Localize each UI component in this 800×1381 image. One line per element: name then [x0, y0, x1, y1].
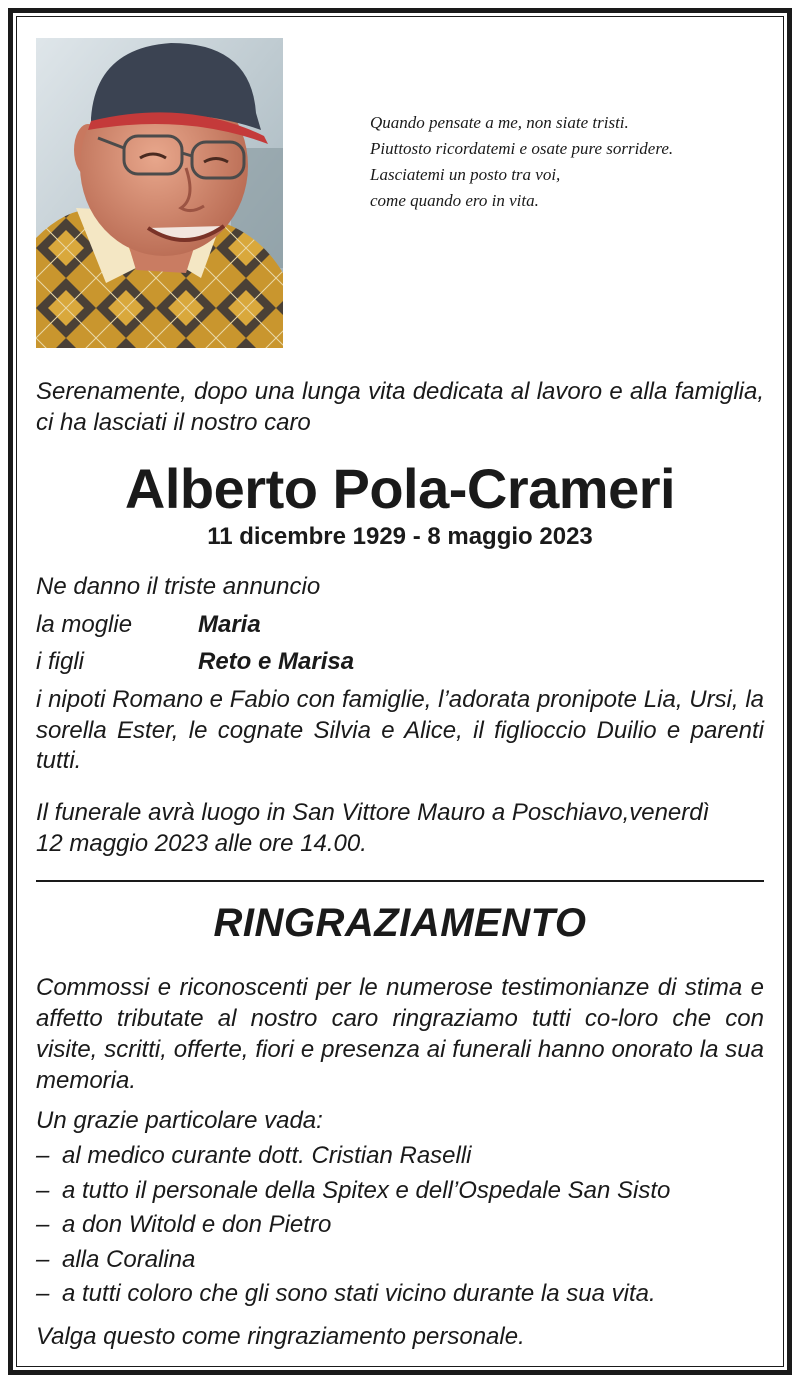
thanks-list	[36, 1141, 776, 1314]
life-dates: 11 dicembre 1929 - 8 maggio 2023	[207, 523, 593, 550]
deceased-name: Alberto Pola-Crameri	[124, 457, 676, 520]
funeral-info	[36, 798, 776, 859]
dash-bullet: –	[36, 1176, 50, 1204]
list-item-text: a tutto il personale della Spitex e dell’Ospedale San Sisto	[62, 1176, 671, 1204]
list-item	[36, 1279, 776, 1314]
poem-line: Piuttosto ricordatemi e osate pure sorridere.	[370, 139, 674, 158]
poem-line: Lasciatemi un posto tra voi,	[370, 165, 561, 184]
poem-line: come quando ero in vita.	[370, 191, 539, 210]
other-relatives: i nipoti Romano e Fabio con famiglie, l’adorata pronipote Lia, Ursi, la sorella Ester, le cognate Silvia e Alice, il figlioccio Duilio e parenti tutti.	[36, 686, 764, 774]
poem	[370, 110, 673, 214]
dash-bullet: –	[36, 1280, 50, 1307]
portrait-photo	[36, 38, 283, 348]
closing-text: Valga questo come ringraziamento personale.	[36, 1323, 525, 1350]
list-item-text: a don Witold e don Pietro	[62, 1211, 332, 1238]
thanks-list-intro: Un grazie particolare vada:	[36, 1107, 323, 1134]
list-item-text: a tutti coloro che gli sono stati vicino durante la sua vita.	[62, 1280, 656, 1307]
list-item-text: al medico curante dott. Cristian Raselli	[62, 1142, 472, 1169]
dash-bullet: –	[36, 1142, 50, 1169]
relative-name: Maria	[198, 611, 261, 638]
intro-text: Serenamente, dopo una lunga vita dedicata al lavoro e alla famiglia, ci ha lasciati il nostro caro	[36, 378, 764, 436]
announcement-intro: Ne danno il triste annuncio	[36, 573, 321, 600]
thanks-body: Commossi e riconoscenti per le numerose testimonianze di stima e affetto tributate al nostro caro ringraziamo tutti co-loro che con visite, scritti, offerte, fiori e presenza ai funerali hanno onorato la sua memoria.	[36, 974, 764, 1094]
thanks-title: RINGRAZIAMENTO	[213, 901, 587, 945]
list-item	[36, 1210, 776, 1245]
relative-name: Reto e Marisa	[198, 648, 355, 675]
poem-line: Quando pensate a me, non siate tristi.	[370, 113, 629, 132]
divider	[36, 880, 764, 882]
dash-bullet: –	[36, 1245, 50, 1273]
funeral-line: Il funerale avrà luogo in San Vittore Mauro a Poschiavo,venerdì	[36, 799, 710, 826]
relative-label: la moglie	[36, 611, 133, 638]
funeral-line: 12 maggio 2023 alle ore 14.00.	[36, 829, 367, 857]
relative-label: i figli	[36, 648, 85, 675]
list-item-text: alla Coralina	[62, 1245, 196, 1273]
list-item	[36, 1141, 776, 1176]
list-item	[36, 1245, 776, 1280]
dash-bullet: –	[36, 1211, 50, 1238]
list-item	[36, 1176, 776, 1211]
